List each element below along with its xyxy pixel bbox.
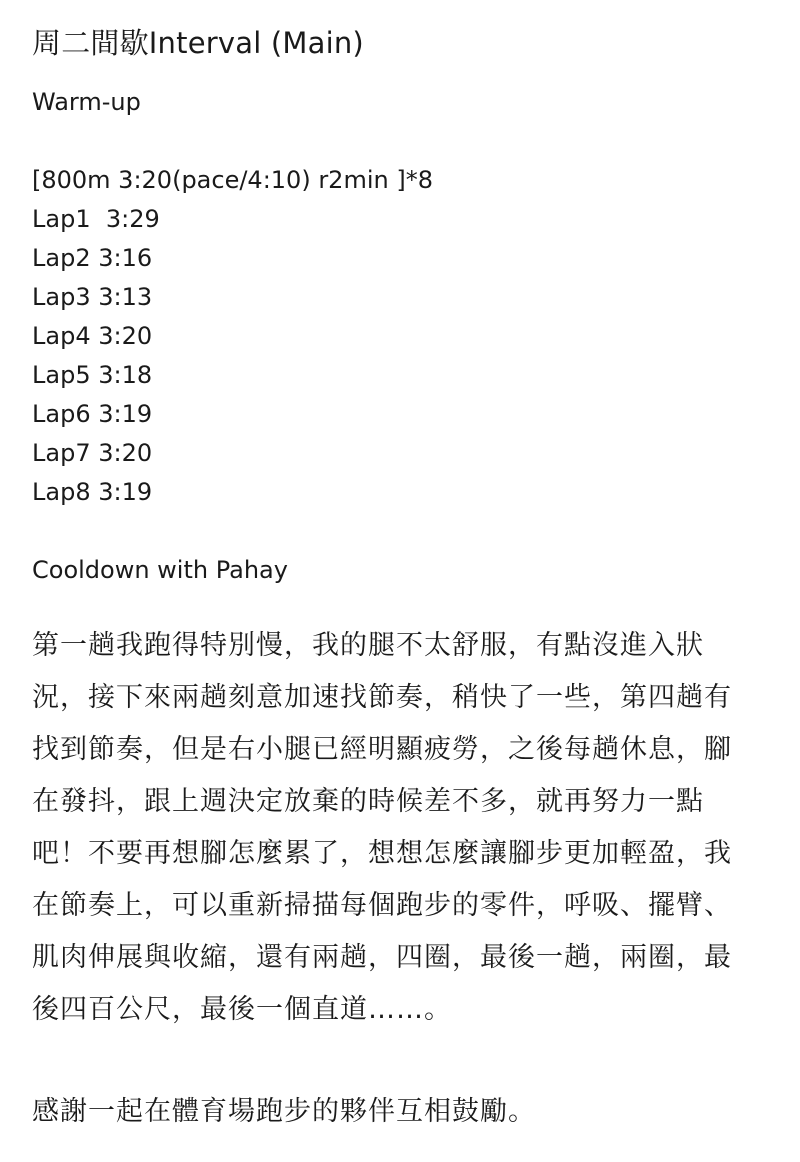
lap-item: Lap1 3:29 <box>32 204 160 233</box>
lap-list <box>32 200 768 512</box>
paragraph-line: 在節奏上，可以重新掃描每個跑步的零件，呼吸、擺臂、 <box>32 889 732 921</box>
paragraph-line: 在發抖，跟上週決定放棄的時候差不多，就再努力一點 <box>32 785 704 817</box>
paragraph-line: 後四百公尺，最後一個直道……。 <box>32 993 452 1025</box>
page-title: 周二間歇Interval (Main) <box>32 26 364 60</box>
paragraph-line: 肌肉伸展與收縮，還有兩趟，四圈，最後一趟，兩圈，最 <box>32 941 732 973</box>
paragraph-line: 況，接下來兩趟刻意加速找節奏，稍快了一些，第四趟有 <box>32 681 732 713</box>
spacer <box>32 1036 768 1086</box>
spacer <box>32 122 768 161</box>
paragraph-line: 吧！不要再想腳怎麼累了，想想怎麼讓腳步更加輕盈，我 <box>32 837 732 869</box>
lap-item: Lap3 3:13 <box>32 282 153 311</box>
lap-item: Lap5 3:18 <box>32 360 153 389</box>
interval-set-line: [800m 3:20(pace/4:10) r2min ]*8 <box>32 165 433 194</box>
spacer <box>32 590 768 620</box>
reflection-paragraph <box>32 620 768 1036</box>
paragraph-line: 找到節奏，但是右小腿已經明顯疲勞，之後每趟休息，腳 <box>32 733 732 765</box>
cooldown-line: Cooldown with Pahay <box>32 555 288 584</box>
lap-item: Lap8 3:19 <box>32 477 153 506</box>
spacer <box>32 512 768 551</box>
warmup-line: Warm-up <box>32 87 141 116</box>
lap-item: Lap6 3:19 <box>32 399 153 428</box>
thanks-paragraph: 感謝一起在體育場跑步的夥伴互相鼓勵。 <box>32 1095 536 1127</box>
lap-item: Lap4 3:20 <box>32 321 153 350</box>
paragraph-line: 第一趟我跑得特別慢，我的腿不太舒服，有點沒進入狀 <box>32 629 704 661</box>
lap-item: Lap2 3:16 <box>32 243 153 272</box>
lap-item: Lap7 3:20 <box>32 438 153 467</box>
